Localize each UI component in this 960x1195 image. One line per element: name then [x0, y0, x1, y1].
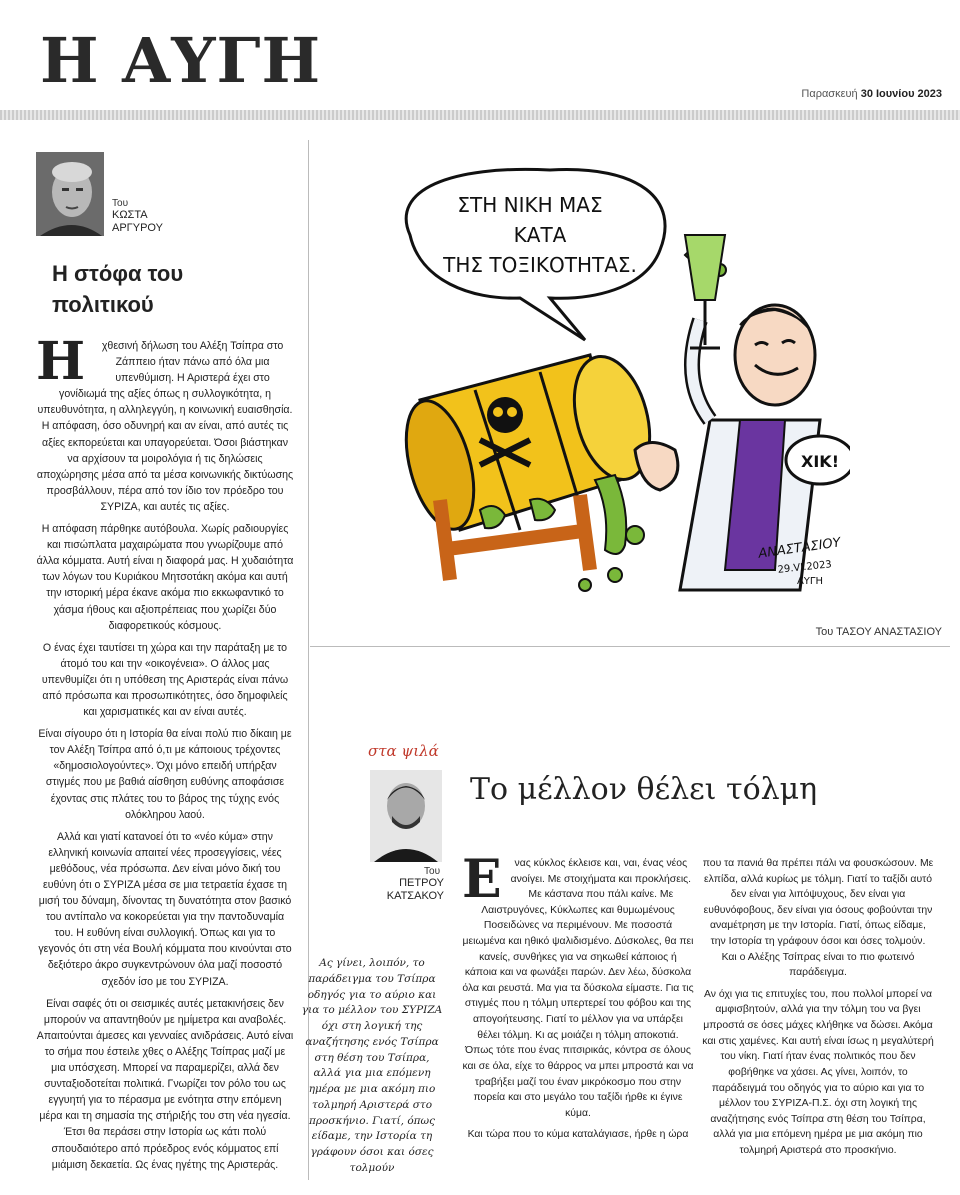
article2-paragraph: Ε νας κύκλος έκλεισε και, ναι, ένας νέος ανοίγει. Με στοιχήματα και προκλήσεις. Με κάστανα που πάλι καίνε. Με Λαιστρυγόνες, Κύκλωπες και θυμωμένους Ποσειδώνες να περιμένουν. Με ποσοστά μειωμένα και ηθικό ψαλιδισμένο. Δύσκολες, θα πει κανείς, συνθήκες για να σηκωθεί κάποιος ή κάποια και να φωνάξει παρών. Δεν λέω, δύσκολα όλα και ρευστά. Μα για τα δύσκολα είμαστε. Για τις στιγμές που η τόλμη υπερτερεί του φόβου και της απογοήτευσης. Γιατί το μέλλον για να υπάρξει θέλει τόλμη. Κι ας μοιάζει η τόλμη αποκοτιά. Όπως τότε που ένας πιτσιρικάς, κόντρα σε όλους και σε όλα, είχε το θάρρος να μπει μπροστά και να τραβήξει μαζί του έναν μικρόκοσμο που στην πορεία και στο μεγάλο του ταξίδι ήρθε κι έγινε κύμα. [462, 849, 694, 1119]
article-paragraph: Ο ένας έχει ταυτίσει τη χώρα και την παράταξη με το άτομό του και την «οικογένεια». Ο άλλος μας υπενθυμίζει ότι η υπόθεση της Αριστεράς είναι πάνω από πρόσωπα και προσωπικότητες, όσο δημοφιλείς και χαρισματικές και αν είναι αυτές. [41, 641, 289, 719]
cartoon-credit-prefix: Του [815, 626, 834, 638]
article-headline: Η στόφα του πολιτικού [52, 261, 184, 318]
masthead-rule [0, 110, 960, 120]
article-paragraph: Η χθεσινή δήλωση του Αλέξη Τσίπρα στο Ζάππειο ήταν πάνω από όλα μια υπενθύμιση. Η Αριστερά έχει στο γονίδιωμά της αξίες όπως η συλλογικότητα, η υπευθυνότητα, η αλληλεγγύη, η κοινωνική ευαισθησία. Η απόφαση, όσο οδυνηρή και αν είναι, από αυτές τις αξίες εκπορεύεται και υπαγορεύεται. Όσοι βιάστηκαν να αρχίσουν τα μοιρολόγια ή τις δηλώσεις αποχώρησης μέσα από τα μέσα κοινωνικής δικτύωσης προσβάλλουν, πέρα από τον ίδιο τον πρόεδρο του ΣΥΡΙΖΑ, και αυτές τις αξίες. [36, 331, 294, 513]
byline2-author: ΠΕΤΡΟΥ ΚΑΤΣΑΚΟΥ [386, 877, 444, 902]
article-paragraph: Είναι σίγουρο ότι η Ιστορία θα είναι πολύ πιο δίκαιη με τον Αλέξη Τσίπρα από ό,τι με κάποιους τρέχοντες «δημοσιολογούντες». Όχι μόνο επειδή υπήρξαν στιγμές που με βαθιά αίσθηση ευθύνης αποφάσισε έχοντας στις πλάτες του το βάρος της τύχης ενός ολόκληρου λαού. [38, 728, 292, 821]
cartoon-credit [816, 626, 942, 638]
pull-quote: Ας γίνει, λοιπόν, το παράδειγμα του Τσίπρα οδηγός για το αύριο και για το μέλλον του ΣΥΡΙΖΑ όχι στη λογική της αναζήτησης ενός Τσίπρα στη θέση του Τσίπρα, αλλά για μια επόμενη ημέρα με μια ακόμη πιο τολμηρή Αριστερά στο προσκήνιο. Γιατί, όπως είδαμε, την Ιστορία τη γράφουν όσοι και όσες τολμούν [301, 957, 443, 1174]
issue-date [801, 88, 942, 100]
cartoon-hic: ΧΙΚ! [801, 452, 839, 471]
section-tag: στα ψιλά [368, 742, 439, 760]
byline-prefix: Του [112, 198, 129, 209]
article2-column-1 [462, 849, 694, 1149]
article-paragraph: Είναι σαφές ότι οι σεισμικές αυτές μετακινήσεις δεν μπορούν να απαντηθούν με ημίμετρα και αναβολές. Απαιτούνται άμεσες και γενναίες ανιδράσεις. Αυτό είναι το σήμα που έστειλε χθες ο Αλέξης Τσίπρας μαζί με μια υπόσχεση. Μπορεί να παραμερίζει, αλλά δεν συνταξιοδοτείται πολιτικά. Γνωρίζει τον ρόλο του ως εγγυητή για το πέρασμα με ενότητα στην επόμενη μέρα και τη σημασία της στήριξής του στη νέα ηγεσία. Έτσι θα περάσει στην Ιστορία ως κάτι πολύ σπουδαιότερο από πρόεδρος ενός κόμματος επί μιάμιση δεκαετία. Ως ένας ηγέτης της Αριστεράς. [36, 997, 294, 1171]
speech-line-1: ΣΤΗ ΝΙΚΗ ΜΑΣ [457, 193, 603, 217]
issue-weekday: Παρασκευή [801, 88, 858, 100]
article2-paragraph: που τα πανιά θα πρέπει πάλι να φουσκώσουν. Με ελπίδα, αλλά κυρίως με τόλμη. Γιατί το ταξίδι αυτό δεν είναι για λιπόψυχους, δεν είναι για ευθυνόφοβους, δεν είναι για όσους φοβούνται την αναμέτρηση με την Ιστορία. Γιατί, όπως είδαμε, την Ιστορία τη γράφουν όσοι και όσες τολμούν. Και ο Αλέξης Τσίπρας είναι το πιο φωτεινό παράδειγμα. [702, 858, 934, 979]
cartoon-signature: ΑΝΑΣΤΑΣΙΟΥ [757, 535, 842, 562]
section-divider [310, 646, 950, 647]
byline2-prefix: Του [424, 866, 441, 877]
article-paragraph: Η απόφαση πάρθηκε αυτόβουλα. Χωρίς ραδιουργίες και πισώπλατα μαχαιρώματα που γνωρίζουμε από άλλα κόμματα. Αυτή είναι η διαφορά μας. Η χυδαιότητα των λόγων του Κυριάκου Μητσοτάκη ακόμα και αυτή την ιστορική μέρα έκανε ακόμα πιο εκκωφαντικό το χάσμα ήθους και αξιοπρέπειας που χωρίζει δύο διαφορετικούς κόσμους. [36, 523, 294, 632]
issue-date-value: 30 Ιουνίου 2023 [860, 88, 942, 100]
cartoon-signature-paper: ΑΥΓΗ [796, 576, 824, 587]
masthead-logo: Η ΑΥΓΗ [40, 24, 322, 97]
speech-line-3: ΤΗΣ ΤΟΞΙΚΟΤΗΤΑΣ. [443, 253, 637, 277]
article2-paragraph: Αν όχι για τις επιτυχίες του, που πολλοί μπορεί να αμφισβητούν, αλλά για την τόλμη του να βγει μπροστά σε όσες μάχες κλήθηκε να δώσει. Ακόμα και στις χαμένες. Και αυτή είναι ίσως η μεγαλύτερή του νίκη. Γιατί ήταν ένας πολιτικός που δεν φοβήθηκε να χάσει. Ας γίνει, λοιπόν, το παράδειγμά του οδηγός για το αύριο και για το μέλλον του ΣΥΡΙΖΑ-Π.Σ. όχι στη λογική της αναζήτησης ενός Τσίπρα στη θέση του Τσίπρα, αλλά για μια επόμενη ημέρα με μια ακόμη πιο τολμηρή Αριστερά στο προσκήνιο. [702, 988, 934, 1156]
article2-column-2 [702, 856, 934, 1165]
author-photo-argyrou [36, 152, 104, 236]
author-photo-katsakou [370, 770, 442, 862]
cartoon-character [635, 235, 820, 590]
cartoon-signature-date: 29.VI.2023 [777, 559, 833, 576]
cartoon-drawing [380, 150, 850, 610]
article-paragraph: Αλλά και γιατί κατανοεί ότι το «νέο κύμα» στην ελληνική κοινωνία απαιτεί νέες προσεγγίσεις, νέες μεθόδους, νέα πρόσωπα. Δεν είναι μόνο δική του ευθύνη ότι ο ΣΥΡΙΖΑ μέσα σε μια τετραετία έχασε τη μισή του δύναμη, δίνοντας τη δυνατότητα στον βασικό του αντίπαλο να κοκορεύεται για την παντοδυναμία του. Η ευθύνη είναι συλλογική. Όπως και για το γεγονός ότι στη νέα Βουλή κόμματα που κινούνται στο δεξιότερο άκρο συγκεντρώνουν όλα μαζί ποσοστό σχεδόν ίσο με του ΣΥΡΙΖΑ. [38, 830, 292, 988]
byline-author: ΚΩΣΤΑ ΑΡΓΥΡΟΥ [112, 209, 163, 234]
article2-paragraph: Και τώρα που το κύμα καταλάγιασε, ήρθε η ώρα [467, 1129, 689, 1141]
dropcap: Η [36, 331, 86, 392]
speech-line-2: ΚΑΤΑ [513, 223, 567, 247]
article2-headline: Το μέλλον θέλει τόλμη [470, 772, 818, 807]
cartoon [380, 150, 850, 610]
article-body [36, 331, 294, 1179]
cartoon-credit-name: ΤΑΣΟΥ ΑΝΑΣΤΑΣΙΟΥ [836, 626, 942, 638]
dropcap-2: Ε [462, 849, 502, 910]
